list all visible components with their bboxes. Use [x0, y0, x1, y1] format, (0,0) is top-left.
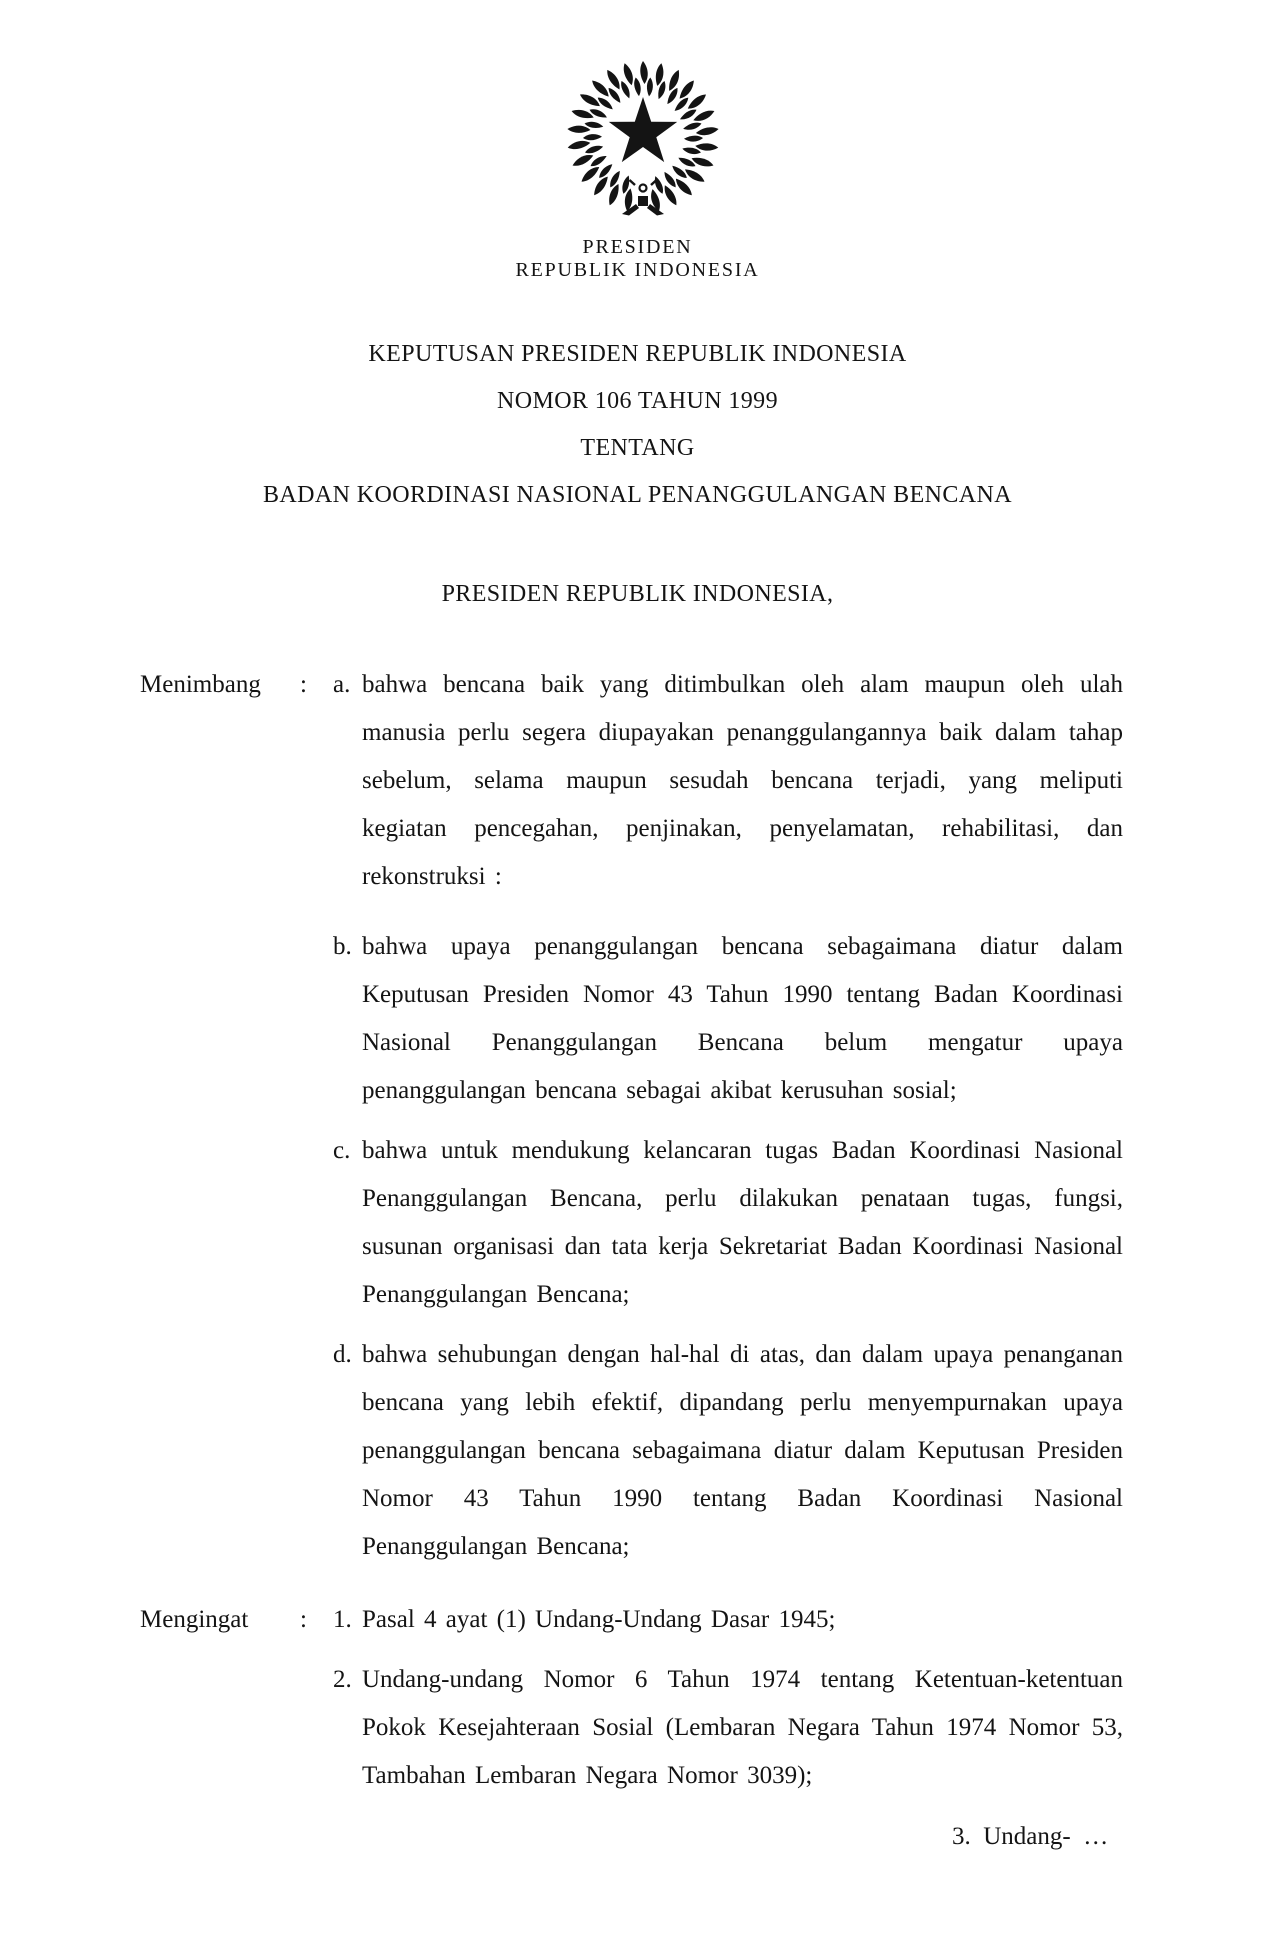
title-line-tentang: TENTANG	[580, 435, 695, 461]
letterhead-presiden: PRESIDEN	[582, 236, 693, 258]
menimbang-item-d-text: bahwa sehubungan dengan hal-hal di atas, dan dalam upaya penanganan bencana yang lebih efektif, dipandang perlu menyempurnakan upaya penanggulangan bencana sebagaimana diatur dalam Keputusan Presiden Nomor 43 Tahun 1990 tentang Badan Koordinasi Nasional Penanggulangan Bencana;	[362, 1341, 1123, 1560]
mengingat-item-1-marker: 1.	[333, 1606, 352, 1633]
page-catchword: 3. Undang- …	[952, 1823, 1109, 1850]
menimbang-item-c-text: bahwa untuk mendukung kelancaran tugas Badan Koordinasi Nasional Penanggulangan Bencana, perlu dilakukan penataan tugas, fungsi, susunan organisasi dan tata kerja Sekretariat Badan Koordinasi Nasional Penanggulangan Bencana;	[362, 1137, 1123, 1308]
letterhead-republik-indonesia: REPUBLIK INDONESIA	[515, 259, 760, 281]
menimbang-item-a-text: bahwa bencana baik yang ditimbulkan oleh alam maupun oleh ulah manusia perlu segera diupayakan penanggulangannya baik dalam tahap sebelum, selama maupun sesudah bencana terjadi, yang meliputi kegiatan pencegahan, penjinakan, penyelamatan, rehabilitasi, dan rekonstruksi :	[362, 671, 1123, 890]
star-wreath-emblem-graphic	[558, 56, 728, 218]
title-line-subject: BADAN KOORDINASI NASIONAL PENANGGULANGAN BENCANA	[263, 482, 1012, 508]
letterhead	[0, 236, 1275, 282]
salutation: PRESIDEN REPUBLIK INDONESIA,	[441, 581, 834, 607]
mengingat-colon: :	[300, 1606, 307, 1633]
title-line-nomor: NOMOR 106 TAHUN 1999	[497, 388, 778, 414]
section-label-menimbang: Menimbang	[140, 671, 261, 698]
menimbang-item-d-marker: d.	[333, 1341, 352, 1368]
mengingat-item-1-text: Pasal 4 ayat (1) Undang-Undang Dasar 1945;	[362, 1606, 836, 1633]
menimbang-item-b-text: bahwa upaya penanggulangan bencana sebagaimana diatur dalam Keputusan Presiden Nomor 43 Tahun 1990 tentang Badan Koordinasi Nasional Penanggulangan Bencana belum mengatur upaya penanggulangan bencana sebagai akibat kerusuhan sosial;	[362, 933, 1123, 1104]
menimbang-item-c-marker: c.	[333, 1137, 351, 1164]
national-emblem-icon	[558, 56, 728, 218]
mengingat-item-2-marker: 2.	[333, 1666, 352, 1693]
mengingat-item-2-text: Undang-undang Nomor 6 Tahun 1974 tentang Ketentuan-ketentuan Pokok Kesejahteraan Sosial (Lembaran Negara Tahun 1974 Nomor 53, Tambahan Lembaran Negara Nomor 3039);	[362, 1666, 1123, 1789]
section-label-mengingat: Mengingat	[140, 1606, 249, 1633]
decree-title	[0, 331, 1275, 519]
menimbang-colon: :	[300, 671, 307, 698]
menimbang-item-a-marker: a.	[333, 671, 351, 698]
menimbang-item-b-marker: b.	[333, 933, 352, 960]
title-line-keputusan: KEPUTUSAN PRESIDEN REPUBLIK INDONESIA	[368, 341, 907, 367]
